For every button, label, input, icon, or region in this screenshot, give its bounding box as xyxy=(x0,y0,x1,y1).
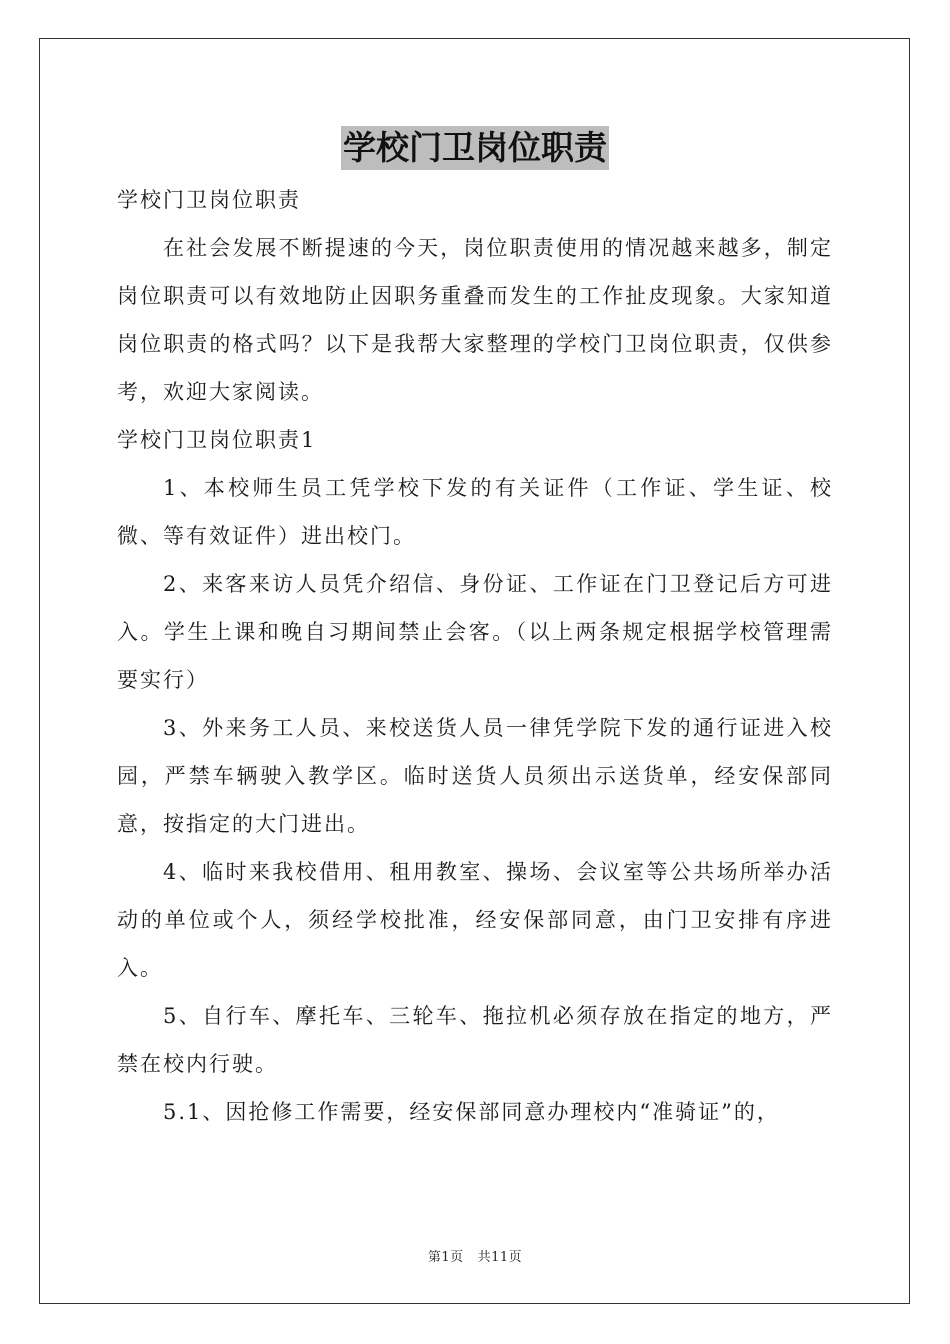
document-title: 学校门卫岗位职责 xyxy=(341,126,609,170)
body-paragraph: 3、外来务工人员、来校送货人员一律凭学院下发的通行证进入校园，严禁车辆驶入教学区。临时送货人员须出示送货单，经安保部同意，按指定的大门进出。 xyxy=(117,716,833,836)
document-body xyxy=(117,176,833,1136)
body-paragraph: 在社会发展不断提速的今天，岗位职责使用的情况越来越多，制定岗位职责可以有效地防止因职务重叠而发生的工作扯皮现象。大家知道岗位职责的格式吗？以下是我帮大家整理的学校门卫岗位职责，仅供参考，欢迎大家阅读。 xyxy=(117,236,833,404)
page-footer xyxy=(0,1246,950,1265)
page-number: 第1页 xyxy=(427,1250,464,1265)
page-total: 共11页 xyxy=(477,1250,523,1265)
body-paragraph: 4、临时来我校借用、租用教室、操场、会议室等公共场所举办活动的单位或个人，须经学校批准，经安保部同意，由门卫安排有序进入。 xyxy=(117,860,833,980)
title-container xyxy=(0,126,950,170)
body-paragraph: 2、来客来访人员凭介绍信、身份证、工作证在门卫登记后方可进入。学生上课和晚自习期间禁止会客。（以上两条规定根据学校管理需要实行） xyxy=(117,572,833,692)
body-paragraph: 5.1、因抢修工作需要，经安保部同意办理校内“准骑证”的， xyxy=(163,1100,780,1124)
section-heading: 学校门卫岗位职责 xyxy=(117,188,301,212)
section-heading: 学校门卫岗位职责1 xyxy=(117,428,317,452)
body-paragraph: 5、自行车、摩托车、三轮车、拖拉机必须存放在指定的地方，严禁在校内行驶。 xyxy=(117,1004,833,1076)
body-paragraph: 1、本校师生员工凭学校下发的有关证件（工作证、学生证、校微、等有效证件）进出校门。 xyxy=(117,476,833,548)
